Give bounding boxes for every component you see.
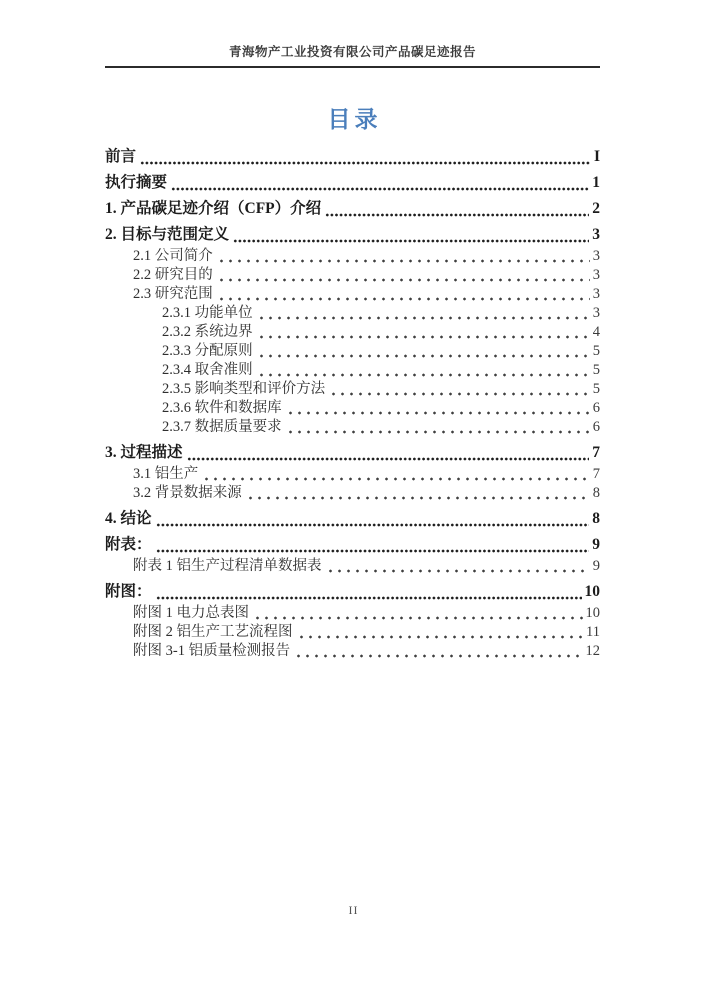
dot-leader xyxy=(217,297,590,301)
toc-entry[interactable] xyxy=(105,535,600,555)
dot-leader xyxy=(171,187,589,191)
toc-entry[interactable] xyxy=(105,266,600,285)
toc-entry-label: 4. 结论 xyxy=(105,510,152,527)
toc-entry[interactable] xyxy=(105,323,600,342)
toc-title: 目录 xyxy=(327,107,382,132)
toc-entry-page: 10 xyxy=(585,605,600,621)
toc-entry-label: 附表 1 铝生产过程清单数据表 xyxy=(133,558,322,574)
toc-entry[interactable] xyxy=(105,173,600,193)
toc-entry[interactable] xyxy=(105,443,600,463)
dot-leader xyxy=(326,569,590,573)
toc-entry[interactable] xyxy=(105,642,600,661)
toc-entry-page: 8 xyxy=(592,485,600,501)
toc-entry-label: 2.3.7 数据质量要求 xyxy=(162,419,282,435)
toc-entry-label: 3.2 背景数据来源 xyxy=(133,485,242,501)
dot-leader xyxy=(187,457,590,461)
toc-entry[interactable] xyxy=(105,557,600,576)
toc-entry-page: I xyxy=(593,148,600,165)
toc-entry-label: 2.3.3 分配原则 xyxy=(162,343,253,359)
toc-entry-label: 2.1 公司简介 xyxy=(133,248,213,264)
toc-entry-label: 2.3.2 系统边界 xyxy=(162,324,253,340)
dot-leader xyxy=(329,392,590,396)
toc-entry-page: 2 xyxy=(592,200,600,217)
dot-leader xyxy=(294,654,582,658)
toc-entry[interactable] xyxy=(105,465,600,484)
dot-leader xyxy=(140,161,591,165)
toc-entry-page: 9 xyxy=(592,558,600,574)
running-header-title: 青海物产工业投资有限公司产品碳足迹报告 xyxy=(228,45,476,59)
toc-entry-label: 附图 1 电力总表图 xyxy=(133,605,249,621)
page-content xyxy=(105,0,600,661)
dot-leader xyxy=(286,430,590,434)
toc-entry[interactable] xyxy=(105,604,600,623)
dot-leader xyxy=(156,523,590,527)
dot-leader xyxy=(233,239,589,243)
toc-entry[interactable] xyxy=(105,199,600,219)
toc-entry-page: 6 xyxy=(592,400,600,416)
toc-entry-page: 12 xyxy=(585,643,600,659)
toc-entry-page: 1 xyxy=(592,174,600,191)
toc-entry-page: 3 xyxy=(592,305,600,321)
toc-entry[interactable] xyxy=(105,582,600,602)
toc-entry-page: 5 xyxy=(592,381,600,397)
dot-leader xyxy=(257,335,590,339)
toc-entry[interactable] xyxy=(105,225,600,245)
toc-entry-label: 附图： xyxy=(105,583,152,600)
toc-entry-label: 2.3.6 软件和数据库 xyxy=(162,400,282,416)
running-header xyxy=(105,42,600,68)
toc-entry-label: 2.3.4 取舍准则 xyxy=(162,362,253,378)
toc-entry-label: 前言 xyxy=(105,148,137,165)
toc-entry[interactable] xyxy=(105,247,600,266)
dot-leader xyxy=(297,635,584,639)
toc-entry[interactable] xyxy=(105,484,600,503)
toc-entry[interactable] xyxy=(105,147,600,167)
toc-entry-label: 附图 3-1 铝质量检测报告 xyxy=(133,643,291,659)
toc-entry-page: 5 xyxy=(592,343,600,359)
toc-entry-page: 7 xyxy=(592,444,600,461)
toc-entry[interactable] xyxy=(105,399,600,418)
toc-entry-label: 附表： xyxy=(105,536,152,553)
dot-leader xyxy=(325,213,589,217)
toc-entry-page: 8 xyxy=(592,510,600,527)
toc-entry-page: 3 xyxy=(592,226,600,243)
toc-entry-label: 附图 2 铝生产工艺流程图 xyxy=(133,624,293,640)
toc-entry-page: 4 xyxy=(592,324,600,340)
dot-leader xyxy=(257,316,590,320)
toc-entry-label: 3.1 铝生产 xyxy=(133,466,199,482)
toc-entry-page: 5 xyxy=(592,362,600,378)
toc-entry-label: 2.3.1 功能单位 xyxy=(162,305,253,321)
toc-entry-page: 3 xyxy=(592,267,600,283)
toc-entry-label: 2. 目标与范围定义 xyxy=(105,226,230,243)
dot-leader xyxy=(257,354,590,358)
dot-leader xyxy=(156,596,582,600)
toc-entry-page: 6 xyxy=(592,419,600,435)
dot-leader xyxy=(217,259,590,263)
dot-leader xyxy=(217,278,590,282)
dot-leader xyxy=(156,549,590,553)
dot-leader xyxy=(202,477,590,481)
page-footer xyxy=(0,903,707,918)
toc-entry-label: 执行摘要 xyxy=(105,174,168,191)
toc-entry-page: 11 xyxy=(586,624,600,640)
toc-entry[interactable] xyxy=(105,285,600,304)
toc-entry-page: 10 xyxy=(584,583,600,600)
toc-entry-page: 3 xyxy=(592,286,600,302)
toc-entry[interactable] xyxy=(105,418,600,437)
toc-entry-label: 2.2 研究目的 xyxy=(133,267,213,283)
toc-entry[interactable] xyxy=(105,380,600,399)
toc-entry-page: 7 xyxy=(592,466,600,482)
dot-leader xyxy=(286,411,590,415)
toc-entry[interactable] xyxy=(105,342,600,361)
footer-page-number: II xyxy=(348,903,359,917)
toc-entry-page: 9 xyxy=(592,536,600,553)
toc-entry-label: 1. 产品碳足迹介绍（CFP）介绍 xyxy=(105,200,322,217)
toc-entry[interactable] xyxy=(105,509,600,529)
table-of-contents xyxy=(105,147,600,661)
dot-leader xyxy=(257,373,590,377)
toc-entry-label: 2.3.5 影响类型和评价方法 xyxy=(162,381,326,397)
dot-leader xyxy=(253,616,583,620)
toc-entry-label: 2.3 研究范围 xyxy=(133,286,213,302)
toc-entry[interactable] xyxy=(105,361,600,380)
toc-entry[interactable] xyxy=(105,623,600,642)
dot-leader xyxy=(246,496,590,500)
toc-entry-label: 3. 过程描述 xyxy=(105,444,183,461)
toc-entry[interactable] xyxy=(105,304,600,323)
toc-entry-page: 3 xyxy=(592,248,600,264)
